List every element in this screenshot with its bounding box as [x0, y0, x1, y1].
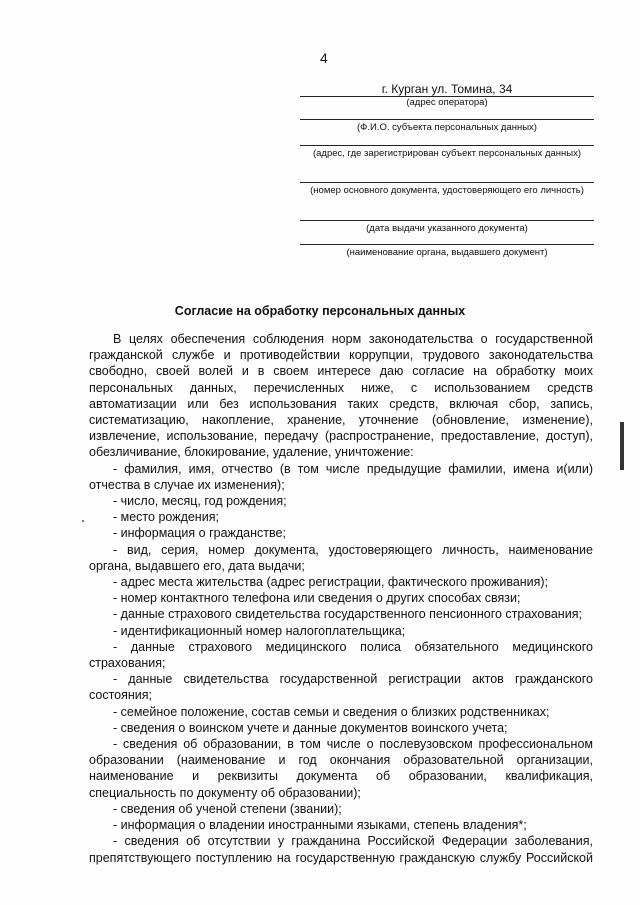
issue-date-block [300, 220, 594, 234]
issuing-authority-block [300, 244, 594, 258]
underline [300, 145, 594, 146]
intro-paragraph: В целях обеспечения соблюдения норм законодательства о государственной гражданской службе и противодействии коррупции, трудового законодательства свободно, своей волей и в своем интересе даю согласие на обработку моих персональных данных, перечисленных ниже, с использованием средств автоматизации или без использования таких средств, включая сбор, запись, систематизацию, накопление, хранение, уточнение (обновление, изменение), извлечение, использование, передачу (распространение, предоставление, доступ), обезличивание, блокирование, удаление, уничтожение: [89, 332, 593, 460]
underline [300, 182, 594, 183]
consent-body [89, 331, 593, 866]
list-item: - семейное положение, состав семьи и сведения о близких родственниках; [113, 704, 550, 719]
document-number-caption: (номер основного документа, удостоверяющего его личность) [310, 185, 584, 196]
list-item: - данные страхового свидетельства государственного пенсионного страхования; [113, 607, 582, 622]
list-item: - адрес места жительства (адрес регистрации, фактического проживания); [113, 575, 549, 590]
subject-address-caption: (адрес, где зарегистрирован субъект персональных данных) [312, 148, 582, 159]
operator-address-block [300, 82, 594, 108]
list-item: - идентификационный номер налогоплательщика; [113, 623, 406, 638]
issuing-authority-caption: (наименование органа, выдавшего документ) [346, 247, 548, 258]
subject-name-caption: (Ф.И.О. субъекта персональных данных) [357, 122, 537, 133]
list-item: - сведения об ученой степени (звании); [113, 801, 342, 816]
list-item: - сведения об образовании, в том числе о послевузовском профессиональном образовании (наименование и год окончания образовательной организации, наименование и реквизиты документа об образовании, квалификация, специальность по документу об образовании); [89, 737, 593, 800]
list-item: - сведения об отсутствии у гражданина Российской Федерации заболевания, препятствующего поступлению на государственную гражданскую службу Российской [89, 834, 593, 865]
document-number-block [300, 182, 594, 196]
list-item: - сведения о воинском учете и данные документов воинского учета; [113, 720, 508, 735]
issue-date-caption: (дата выдачи указанного документа) [366, 223, 528, 234]
list-item: - информация о владении иностранными языками, степень владения*; [113, 818, 527, 833]
list-item: - место рождения; [113, 510, 219, 525]
operator-address-caption: (адрес оператора) [406, 97, 488, 108]
list-item: - данные свидетельства государственной регистрации актов гражданского состояния; [89, 672, 593, 703]
underline [300, 119, 594, 120]
list-item: - вид, серия, номер документа, удостоверяющего личность, наименование органа, выдавшего его, дата выдачи; [89, 542, 593, 573]
list-item: - данные страхового медицинского полиса обязательного медицинского страхования; [89, 639, 593, 671]
page-number: 4 [320, 50, 328, 66]
scan-speck [82, 520, 84, 522]
list-item: - информация о гражданстве; [113, 526, 286, 541]
list-item: - фамилия, имя, отчество (в том числе предыдущие фамилии, имена и(или) отчества в случае их изменения); [89, 461, 593, 492]
list-item: - номер контактного телефона или сведения о других способах связи; [113, 591, 521, 606]
operator-address: г. Курган ул. Томина, 34 [381, 82, 513, 96]
document-title: Согласие на обработку персональных данных [174, 304, 466, 318]
underline [300, 220, 594, 221]
subject-address-block [300, 145, 594, 159]
subject-name-block [300, 119, 594, 133]
list-item: - число, месяц, год рождения; [113, 494, 287, 509]
scan-margin-mark [620, 422, 624, 470]
underline [300, 244, 594, 245]
